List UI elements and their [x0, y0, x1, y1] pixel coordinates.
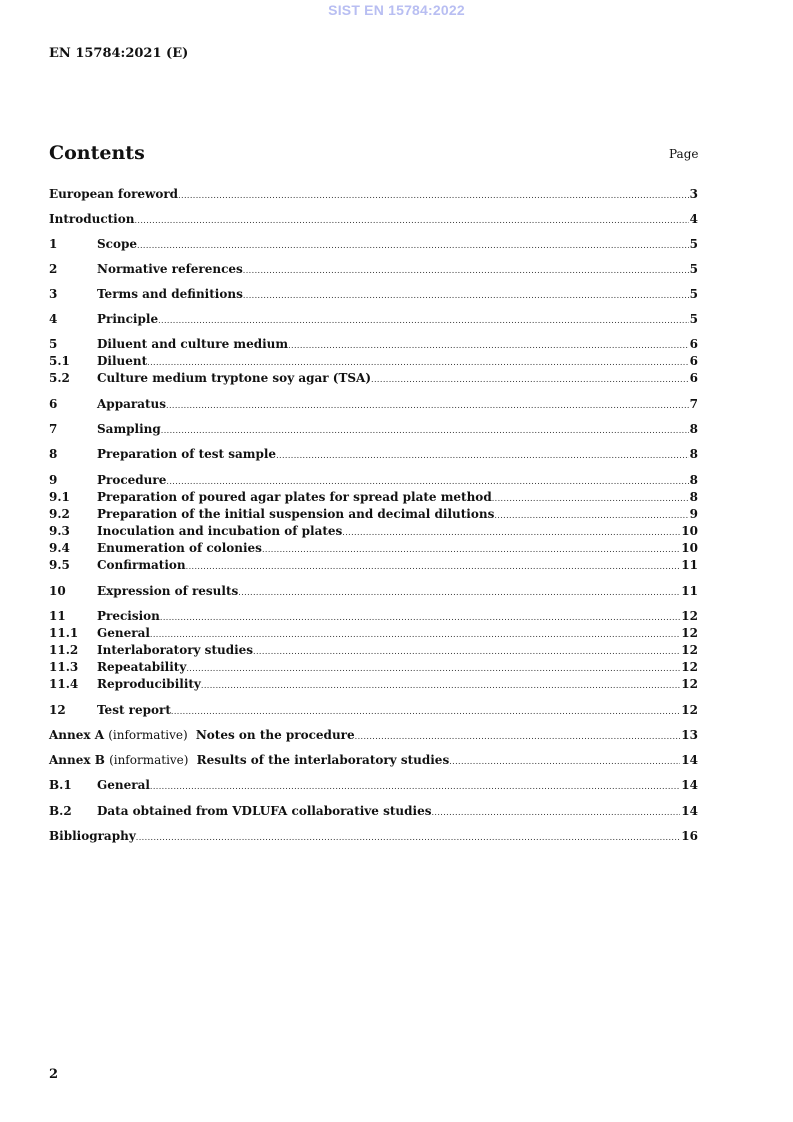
annex-status: (informative) — [109, 753, 189, 767]
toc-entry-page: 14 — [681, 778, 698, 792]
dot-leader — [262, 541, 680, 558]
toc-entry[interactable] — [49, 557, 698, 574]
toc-entry-page: 5 — [689, 262, 698, 276]
dot-leader — [243, 287, 689, 304]
toc-entry[interactable] — [49, 659, 698, 676]
toc-entry[interactable] — [49, 506, 698, 523]
dot-leader — [492, 490, 689, 507]
toc-entry-page: 8 — [689, 490, 698, 504]
toc-entry-page: 6 — [689, 354, 698, 368]
toc-entry-title — [97, 642, 253, 659]
toc-entry-title — [97, 236, 137, 253]
toc-entry-text: Preparation of the initial suspension and decimal dilutions — [97, 507, 495, 521]
toc-entry[interactable] — [49, 353, 698, 370]
toc-entry[interactable] — [49, 421, 698, 438]
toc-entry-page: 9 — [689, 507, 698, 521]
toc-entry-text: Scope — [97, 237, 138, 251]
toc-entry-number: 7 — [49, 422, 58, 436]
toc-entry-title — [97, 396, 166, 413]
toc-entry-page: 4 — [689, 212, 698, 226]
toc-entry-text: Terms and definitions — [97, 287, 243, 301]
toc-entry-text: Reproducibility — [97, 677, 201, 691]
toc-entry-number: 9 — [49, 473, 58, 487]
toc-entry-page: 6 — [689, 337, 698, 351]
toc-entry-number: 6 — [49, 397, 58, 411]
toc-entry-title — [97, 803, 431, 820]
toc-entry-title — [97, 625, 150, 642]
toc-entry-text: Preparation of test sample — [97, 447, 277, 461]
toc-entry-text: Diluent and culture medium — [97, 337, 289, 351]
toc-entry-page: 16 — [681, 829, 698, 843]
dot-leader — [150, 626, 680, 643]
dot-leader — [243, 262, 689, 279]
toc-entry-number: 3 — [49, 287, 58, 301]
toc-entry[interactable] — [49, 261, 698, 278]
toc-entry[interactable] — [49, 777, 698, 794]
toc-entry-text: Confirmation — [97, 558, 186, 572]
dot-leader — [158, 312, 689, 329]
dot-leader — [147, 354, 688, 371]
toc-entry-page: 12 — [681, 609, 698, 623]
toc-entry-page: 11 — [681, 584, 698, 598]
toc-entry-page: 6 — [689, 371, 698, 385]
toc-entry-number: 8 — [49, 447, 58, 461]
toc-entry-number: 4 — [49, 312, 58, 326]
dot-leader — [166, 473, 688, 490]
toc-entry[interactable] — [49, 828, 698, 845]
toc-entry[interactable] — [49, 642, 698, 659]
toc-entry-text: Culture medium tryptone soy agar (TSA) — [97, 371, 372, 385]
dot-leader — [160, 609, 680, 626]
toc-entry-text: Inoculation and incubation of plates — [97, 524, 343, 538]
dot-leader — [238, 584, 680, 601]
toc-entry[interactable] — [49, 336, 698, 353]
toc-entry[interactable] — [49, 608, 698, 625]
toc-entry[interactable] — [49, 540, 698, 557]
toc-entry-text: Introduction — [49, 212, 135, 226]
toc-entry-page: 12 — [681, 677, 698, 691]
contents-title: Contents — [49, 142, 145, 164]
toc-entry-title — [97, 583, 238, 600]
toc-entry-page: 11 — [681, 558, 698, 572]
dot-leader — [134, 212, 688, 229]
toc-entry-title — [97, 702, 171, 719]
toc-entry-page: 5 — [689, 287, 698, 301]
toc-entry-title — [49, 752, 449, 769]
toc-entry-number: 9.1 — [49, 490, 70, 504]
dot-leader — [150, 778, 680, 795]
toc-entry-number: 11.3 — [49, 660, 79, 674]
toc-entry-number: B.1 — [49, 778, 72, 792]
toc-entry-number: 11.1 — [49, 626, 79, 640]
dot-leader — [186, 558, 681, 575]
annex-status: (informative) — [108, 728, 188, 742]
toc-entry-number: 5.1 — [49, 354, 70, 368]
toc-entry-title — [97, 311, 158, 328]
toc-entry-text: European foreword — [49, 187, 179, 201]
toc-entry[interactable] — [49, 752, 698, 769]
toc-entry-text: Normative references — [97, 262, 243, 276]
toc-entry-text: Repeatability — [97, 660, 187, 674]
toc-entry[interactable] — [49, 702, 698, 719]
toc-entry-page: 10 — [681, 541, 698, 555]
toc-entry-text: Data obtained from VDLUFA collaborative studies — [97, 804, 432, 818]
toc-entry-text: Interlaboratory studies — [97, 643, 254, 657]
toc-entry[interactable] — [49, 446, 698, 463]
toc-entry-title — [97, 506, 494, 523]
toc-entry[interactable] — [49, 583, 698, 600]
toc-entry-number: 1 — [49, 237, 58, 251]
toc-entry-text: Notes on the procedure — [195, 728, 355, 742]
toc-entry-text: Results of the interlaboratory studies — [196, 753, 450, 767]
toc-entry-number: 12 — [49, 703, 66, 717]
toc-entry-text: Bibliography — [49, 829, 136, 843]
toc-entry-title — [97, 540, 262, 557]
toc-entry-text: General — [97, 626, 150, 640]
toc-entry-number: 9.3 — [49, 524, 70, 538]
toc-entry[interactable] — [49, 523, 698, 540]
toc-entry-title — [97, 608, 160, 625]
toc-entry[interactable] — [49, 211, 698, 228]
toc-entry-title — [97, 353, 147, 370]
toc-entry-number: 11.4 — [49, 677, 79, 691]
toc-entry-text: Apparatus — [97, 397, 166, 411]
annex-label: Annex A — [49, 728, 105, 742]
toc-entry-title — [97, 421, 161, 438]
toc-entry-page: 13 — [681, 728, 698, 742]
toc-entry-number: 5 — [49, 337, 58, 351]
toc-entry-number: 11 — [49, 609, 66, 623]
toc-entry-title — [97, 777, 150, 794]
toc-entry-title — [49, 186, 178, 203]
dot-leader — [178, 187, 689, 204]
toc-entry-number: B.2 — [49, 804, 72, 818]
toc-entry[interactable] — [49, 396, 698, 413]
toc-entry-number: 11.2 — [49, 643, 79, 657]
toc-entry-number: 5.2 — [49, 371, 70, 385]
toc-entry-page: 14 — [681, 753, 698, 767]
toc-entry-text: Sampling — [97, 422, 161, 436]
toc-entry-page: 5 — [689, 312, 698, 326]
dot-leader — [371, 371, 689, 388]
toc-entry-number: 9.5 — [49, 558, 70, 572]
toc-entry-text: Principle — [97, 312, 159, 326]
dot-leader — [288, 337, 689, 354]
dot-leader — [136, 829, 681, 846]
toc-entry[interactable] — [49, 727, 698, 744]
dot-leader — [253, 643, 680, 660]
toc-entry[interactable] — [49, 472, 698, 489]
dot-leader — [355, 728, 681, 745]
toc-entry-title — [97, 261, 243, 278]
toc-entry[interactable] — [49, 489, 698, 506]
dot-leader — [276, 447, 689, 464]
document-id: EN 15784:2021 (E) — [49, 46, 189, 61]
toc-entry-number: 9.4 — [49, 541, 70, 555]
toc-entry[interactable] — [49, 370, 698, 387]
toc-entry-title — [97, 336, 288, 353]
toc-entry-page: 7 — [689, 397, 698, 411]
toc-entry-text: Expression of results — [97, 584, 239, 598]
dot-leader — [186, 660, 680, 677]
toc-entry-title — [97, 676, 201, 693]
toc-entry-page: 5 — [689, 237, 698, 251]
toc-entry-text: Test report — [97, 703, 171, 717]
toc-entry-page: 10 — [681, 524, 698, 538]
toc-entry-title — [97, 472, 166, 489]
toc-entry-text: Precision — [97, 609, 160, 623]
page-number: 2 — [49, 1067, 59, 1082]
toc-entry-text: Preparation of poured agar plates for spread plate method — [97, 490, 492, 504]
dot-leader — [431, 804, 680, 821]
toc-entry-page: 12 — [681, 660, 698, 674]
toc-entry-page: 12 — [681, 626, 698, 640]
toc-entry[interactable] — [49, 676, 698, 693]
dot-leader — [494, 507, 688, 524]
toc-entry-page: 14 — [681, 804, 698, 818]
toc-entry-page: 8 — [689, 473, 698, 487]
dot-leader — [171, 703, 680, 720]
watermark-text: SIST EN 15784:2022 — [328, 2, 465, 18]
toc-entry-title — [97, 557, 186, 574]
toc-entry-number: 10 — [49, 584, 66, 598]
dot-leader — [201, 677, 680, 694]
toc-entry-text: General — [97, 778, 150, 792]
dot-leader — [166, 397, 689, 414]
toc-entry-title — [49, 211, 134, 228]
toc-entry-page: 12 — [681, 643, 698, 657]
dot-leader — [342, 524, 680, 541]
toc-entry-number: 2 — [49, 262, 58, 276]
toc-entry-page: 8 — [689, 447, 698, 461]
toc-entry[interactable] — [49, 803, 698, 820]
toc-entry-number: 9.2 — [49, 507, 70, 521]
toc-entry-text: Procedure — [97, 473, 167, 487]
toc-entry-page: 8 — [689, 422, 698, 436]
toc-entry-title — [49, 727, 355, 744]
toc-entry-title — [97, 370, 371, 387]
toc-entry-title — [97, 523, 342, 540]
toc-entry[interactable] — [49, 625, 698, 642]
toc-entry-title — [97, 286, 243, 303]
dot-leader — [137, 237, 689, 254]
dot-leader — [449, 753, 680, 770]
toc-entry-title — [97, 489, 492, 506]
dot-leader — [161, 422, 689, 439]
toc-entry-title — [97, 446, 276, 463]
toc-entry[interactable] — [49, 311, 698, 328]
toc-entry-page: 12 — [681, 703, 698, 717]
toc-entry[interactable] — [49, 236, 698, 253]
toc-entry-text: Diluent — [97, 354, 148, 368]
annex-label: Annex B — [49, 753, 105, 767]
toc-entry-page: 3 — [689, 187, 698, 201]
toc-entry-text: Enumeration of colonies — [97, 541, 262, 555]
toc-entry-title — [49, 828, 136, 845]
toc-entry[interactable] — [49, 186, 698, 203]
page-column-label: Page — [669, 147, 699, 161]
toc-entry[interactable] — [49, 286, 698, 303]
toc-entry-title — [97, 659, 186, 676]
